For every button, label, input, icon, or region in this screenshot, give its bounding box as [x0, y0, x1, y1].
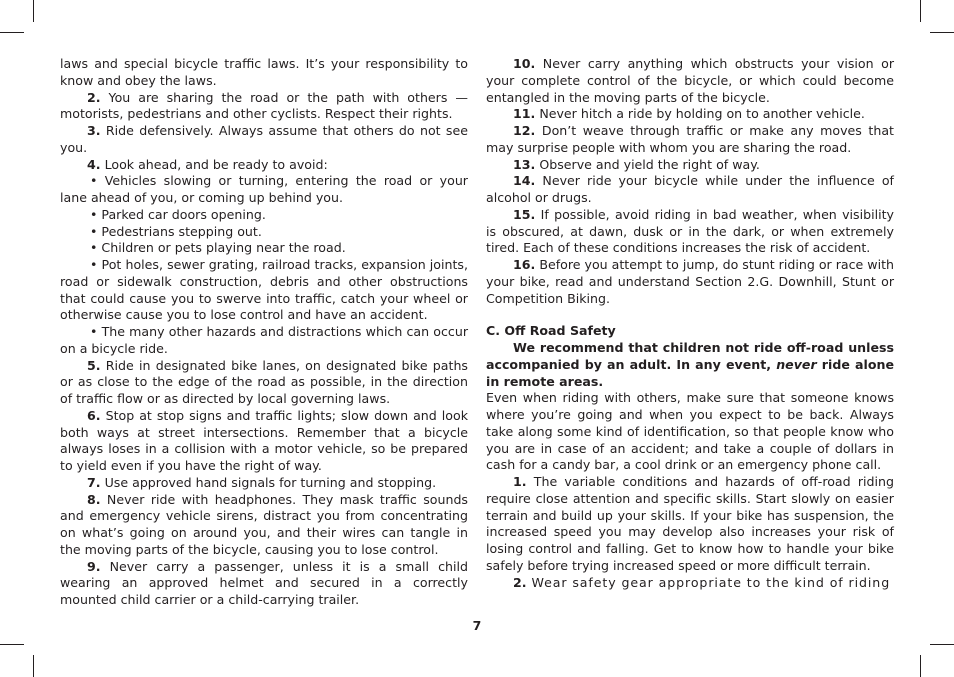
- rule-5: [60, 358, 468, 408]
- rule-text: Never carry a passenger, unless it is a small child wearing an approved helmet and secured in a correctly mounted child carrier or a child-carrying trailer.: [60, 558, 468, 607]
- paragraph-continued: [60, 56, 468, 90]
- rule-8: [60, 492, 468, 559]
- rule-number: 2.: [87, 89, 101, 105]
- rule-number: 14.: [513, 173, 536, 189]
- rule-16: [486, 257, 894, 307]
- crop-mark-bottom-right-horizontal: [930, 644, 954, 645]
- rule-text: You are sharing the road or the path with others — motorists, pedestrians and other cyclists. Respect their rights.: [60, 89, 468, 122]
- rule-text: Never hitch a ride by holding on to another vehicle.: [535, 106, 865, 122]
- bullet-text: • Children or pets playing near the road.: [90, 240, 346, 256]
- rule-number: 16.: [513, 257, 536, 272]
- rule-9: [60, 559, 468, 609]
- rule-text: Look ahead, and be ready to avoid:: [100, 156, 328, 172]
- rule-text: Observe and yield the right of way.: [535, 156, 760, 172]
- bullet-pedestrians: [60, 224, 468, 241]
- crop-mark-top-right-vertical: [920, 0, 921, 22]
- section-spacer: [486, 307, 894, 323]
- bullet-pot-holes: [60, 257, 468, 324]
- rule-3: [60, 123, 468, 157]
- rule-2: [60, 90, 468, 124]
- rule-text: Before you attempt to jump, do stunt riding or race with your bike, read and understand Section 2.G. Downhill, Stunt or Competition Biking.: [486, 257, 895, 306]
- rule-number: 7.: [87, 474, 101, 490]
- crop-mark-bottom-right-vertical: [920, 655, 921, 677]
- rule-4: [60, 157, 468, 174]
- bullet-children-pets: [60, 240, 468, 257]
- rule-text: Use approved hand signals for turning and stopping.: [100, 474, 437, 490]
- rule-6: [60, 408, 468, 475]
- rule-number: 2.: [513, 574, 527, 590]
- crop-mark-bottom-left-vertical: [33, 655, 34, 677]
- bullet-text: • Pot holes, sewer grating, railroad tracks, expansion joints, road or sidewalk construction, debris and other obstructions that could cause you to swerve into traffic, catch your wheel or otherwise cause you to lose control and have an accident.: [60, 257, 468, 323]
- crop-mark-top-right-horizontal: [930, 32, 954, 33]
- rule-number: 9.: [87, 558, 101, 574]
- right-column: [486, 56, 894, 591]
- rule-text: Never ride your bicycle while under the influence of alcohol or drugs.: [486, 173, 894, 205]
- rule-number: 1.: [513, 474, 527, 489]
- page-number: 7: [472, 618, 482, 633]
- rule-12: [486, 123, 894, 157]
- rule-number: 5.: [87, 357, 101, 373]
- rule-text: Ride defensively. Always assume that others do not see you.: [60, 123, 468, 155]
- off-road-warning: [486, 340, 894, 390]
- section-heading-off-road-safety: C. Off Road Safety: [486, 323, 616, 339]
- rule-13: [486, 157, 894, 174]
- rule-number: 12.: [513, 123, 536, 138]
- rule-7: [60, 475, 468, 492]
- rule-text: Ride in designated bike lanes, on designated bike paths or as close to the edge of the road as possible, in the direction of traffic flow or as directed by local governing laws.: [60, 357, 468, 406]
- rule-number: 11.: [513, 106, 536, 122]
- rule-text: Wear safety gear appropriate to the kind of riding: [526, 574, 891, 590]
- rule-text: Never ride with headphones. They mask traffic sounds and emergency vehicle sirens, distract you from concentrating on what’s going on around you, and their wires can tangle in the moving parts of the bicycle, causing you to lose control.: [60, 491, 468, 557]
- bullet-text: • Pedestrians stepping out.: [90, 223, 262, 239]
- warning-text-before: We recommend that children not ride off-road unless accompanied by an adult. In any event,: [486, 340, 894, 372]
- off-road-intro: Even when riding with others, make sure that someone knows where you’re going and when you expect to be back. Always take along some kind of identification, so that people know who you are in case of an accident; and take a couple of dollars in cash for a candy bar, a cool drink or an emergency phone call.: [486, 390, 894, 473]
- rule-number: 15.: [513, 206, 536, 222]
- paragraph-text: laws and special bicycle traffic laws. It’s your responsibility to know and obey the laws.: [60, 56, 468, 88]
- rule-number: 3.: [87, 123, 101, 138]
- rule-10: [486, 56, 894, 106]
- left-column: [60, 56, 468, 609]
- warning-text-after: ride alone in remote areas.: [486, 356, 895, 389]
- rule-15: [486, 207, 894, 257]
- bullet-vehicles: [60, 173, 468, 207]
- off-road-rule-2: [486, 575, 894, 592]
- off-road-rule-1: [486, 474, 894, 575]
- crop-mark-top-left-horizontal: [0, 32, 24, 33]
- rule-number: 6.: [87, 407, 101, 423]
- rule-text: The variable conditions and hazards of off-road riding require close attention and specific skills. Start slowly on easier terrain and build up your skills. If your bike has suspension, the increased speed you may develop also increases your risk of losing control and falling. Get to know how to handle your bike safely before trying increased speed or more difficult terrain.: [486, 474, 894, 573]
- warning-emphasis: never: [776, 356, 817, 372]
- bullet-text: • Vehicles slowing or turning, entering the road or your lane ahead of you, or coming up behind you.: [60, 173, 468, 205]
- rule-text: Stop at stop signs and traffic lights; slow down and look both ways at street intersections. Remember that a bicycle always loses in a collision with a motor vehicle, so be prepared to yield even if you have the right of way.: [60, 407, 468, 473]
- rule-number: 13.: [513, 156, 536, 172]
- rule-14: [486, 173, 894, 207]
- rule-number: 4.: [87, 156, 101, 172]
- bullet-car-doors: [60, 207, 468, 224]
- rule-11: [486, 106, 894, 123]
- rule-text: Don’t weave through traffic or make any moves that may surprise people with whom you are sharing the road.: [486, 123, 894, 155]
- crop-mark-top-left-vertical: [33, 0, 34, 22]
- rule-number: 8.: [87, 491, 101, 507]
- bullet-text: • The many other hazards and distractions which can occur on a bicycle ride.: [60, 324, 468, 356]
- rule-text: If possible, avoid riding in bad weather, when visibility is obscured, at dawn, dusk or in the dark, or when extremely tired. Each of these conditions increases the risk of accident.: [486, 206, 894, 256]
- rule-number: 10.: [513, 56, 536, 71]
- rule-text: Never carry anything which obstructs your vision or your complete control of the bicycle, or which could become entangled in the moving parts of the bicycle.: [486, 56, 894, 105]
- crop-mark-bottom-left-horizontal: [0, 644, 24, 645]
- bullet-other-hazards: [60, 324, 468, 358]
- bullet-text: • Parked car doors opening.: [90, 206, 266, 222]
